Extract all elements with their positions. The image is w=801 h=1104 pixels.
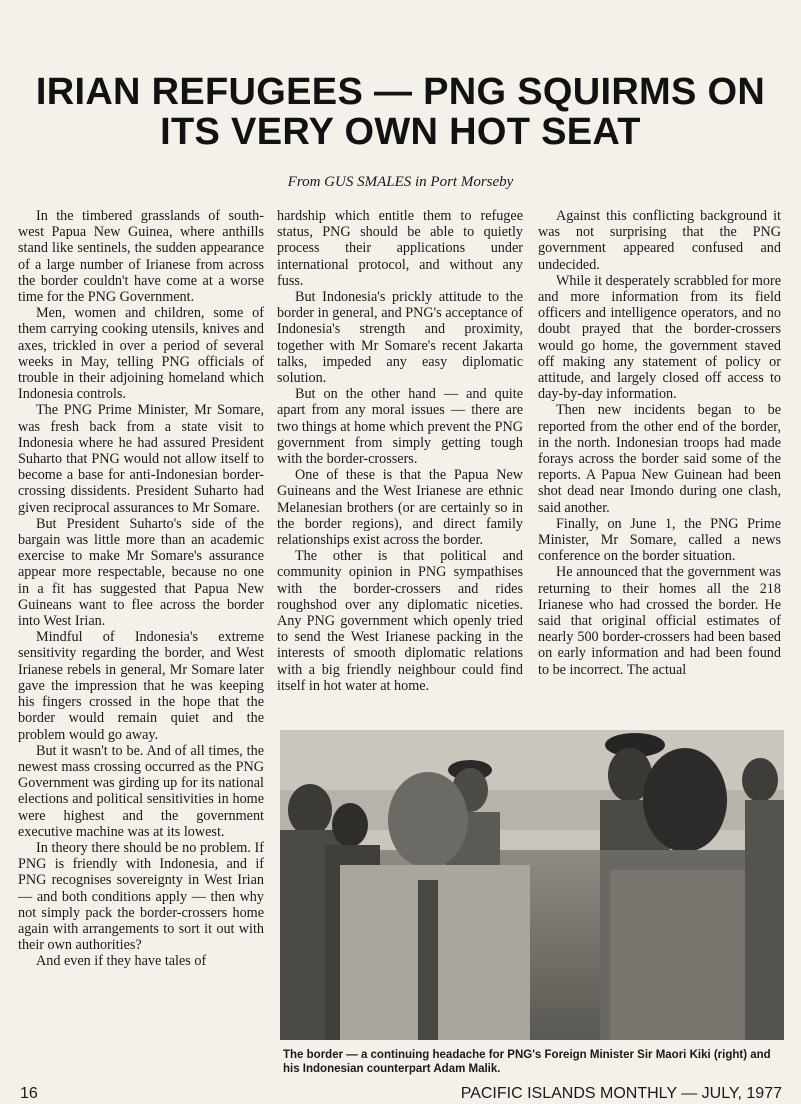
headline-line-2: ITS VERY OWN HOT SEAT xyxy=(160,111,641,153)
paragraph: In theory there should be no problem. If PNG is friendly with Indonesia, and if PNG recognises sovereignty in West Irian — and both conditions apply — then why not simply pack the border-crossers home again with arrangements to sort it out with their own authorities? xyxy=(18,839,264,954)
paragraph: But it wasn't to be. And of all times, the newest mass crossing occurred as the PNG Government was girding up for its national elections and political sensitivities in home were highest and the government executive machine was at its lowest. xyxy=(18,742,264,840)
paragraph: One of these is that the Papua New Guineans and the West Irianese are ethnic Melanesian brothers (or are certainly so in the border regions), and direct family relationships exist across the border. xyxy=(277,467,523,549)
paragraph: Finally, on June 1, the PNG Prime Minister, Mr Somare, called a news conference on the border situation. xyxy=(538,515,781,565)
headline-line-1: IRIAN REFUGEES — PNG SQUIRMS ON xyxy=(35,71,766,113)
paragraph: Men, women and children, some of them carrying cooking utensils, knives and axes, trickled in over a period of several weeks in May, telling PNG officials of trouble in their adjoining homeland which Indonesia controls. xyxy=(18,305,264,403)
byline: From GUS SMALES in Port Morseby xyxy=(287,174,514,190)
headline xyxy=(0,72,801,152)
paragraph: Then new incidents began to be reported from the other end of the border, in the north. Indonesian troops had made forays across the border said some of the reports. A Papua New Guinean had been shot dead near Imondo during one clash, said another. xyxy=(538,402,781,516)
paragraph: Against this conflicting background it was not surprising that the PNG government appeared confused and undecided. xyxy=(538,208,781,273)
running-footer: PACIFIC ISLANDS MONTHLY — JULY, 1977 xyxy=(460,1085,782,1102)
page-number: 16 xyxy=(20,1085,38,1102)
article-column-2 xyxy=(277,208,523,694)
paragraph: But on the other hand — and quite apart from any moral issues — there are two things at home which prevent the PNG government from simply getting tough with the border-crossers. xyxy=(277,386,523,468)
paragraph: While it desperately scrabbled for more and more information from its field officers and intelligence operators, and no doubt prayed that the border-crossers would go home, the government staved off making any statement of policy or attitude, and largely closed off access to day-by-day information. xyxy=(538,272,781,403)
paragraph: The other is that political and community opinion in PNG sympathises with the border-crossers and rides roughshod over any diplomatic niceties. Any PNG government which openly tried to send the West Irianese packing in the interests of smooth diplomatic relations with a big friendly neighbour could find itself in hot water at home. xyxy=(277,548,523,694)
paragraph: But Indonesia's prickly attitude to the border in general, and PNG's acceptance of Indonesia's strength and proximity, together with Mr Somare's recent Jakarta talks, impeded any easy diplomatic solution. xyxy=(277,289,523,387)
paragraph: He announced that the government was returning to their homes all the 218 Irianese who had crossed the border. He said that original official estimates of nearly 500 border-crossers had been based on early information and had been found to be incorrect. The actual xyxy=(538,564,781,678)
article-column-3 xyxy=(538,208,781,678)
paragraph: hardship which entitle them to refugee status, PNG should be able to quietly process their applications under international protocol, and without any fuss. xyxy=(277,208,523,289)
news-photo xyxy=(280,730,784,1040)
photo-illustration xyxy=(280,730,784,1040)
paragraph: Mindful of Indonesia's extreme sensitivity regarding the border, and West Irianese rebels in general, Mr Somare later gave the impression that he was keeping his fingers crossed in the hope that the border would remain quiet and the problem would go away. xyxy=(18,629,264,743)
article-column-1 xyxy=(18,208,264,970)
paragraph: And even if they have tales of xyxy=(36,953,207,970)
paragraph: The PNG Prime Minister, Mr Somare, was fresh back from a state visit to Indonesia where he had assured President Suharto that PNG would not allow itself to become a base for anti-Indonesian border-crossing dissidents. President Suharto had given reciprocal assurances to Mr Somare. xyxy=(18,402,264,516)
paragraph: In the timbered grasslands of south-west Papua New Guinea, where anthills stand like sentinels, the sudden appearance of a large number of Irianese from across the border couldn't have come at a worse time for the PNG Government. xyxy=(18,208,264,306)
paragraph: But President Suharto's side of the bargain was little more than an academic exercise to make Mr Somare's assurance appear more respectable, because no one in a fit has suggested that Papua New Guineans want to flee across the border into West Irian. xyxy=(18,515,264,630)
photo-caption: The border — a continuing headache for PNG's Foreign Minister Sir Maori Kiki (right) and his Indonesian counterpart Adam Malik. xyxy=(283,1049,771,1075)
